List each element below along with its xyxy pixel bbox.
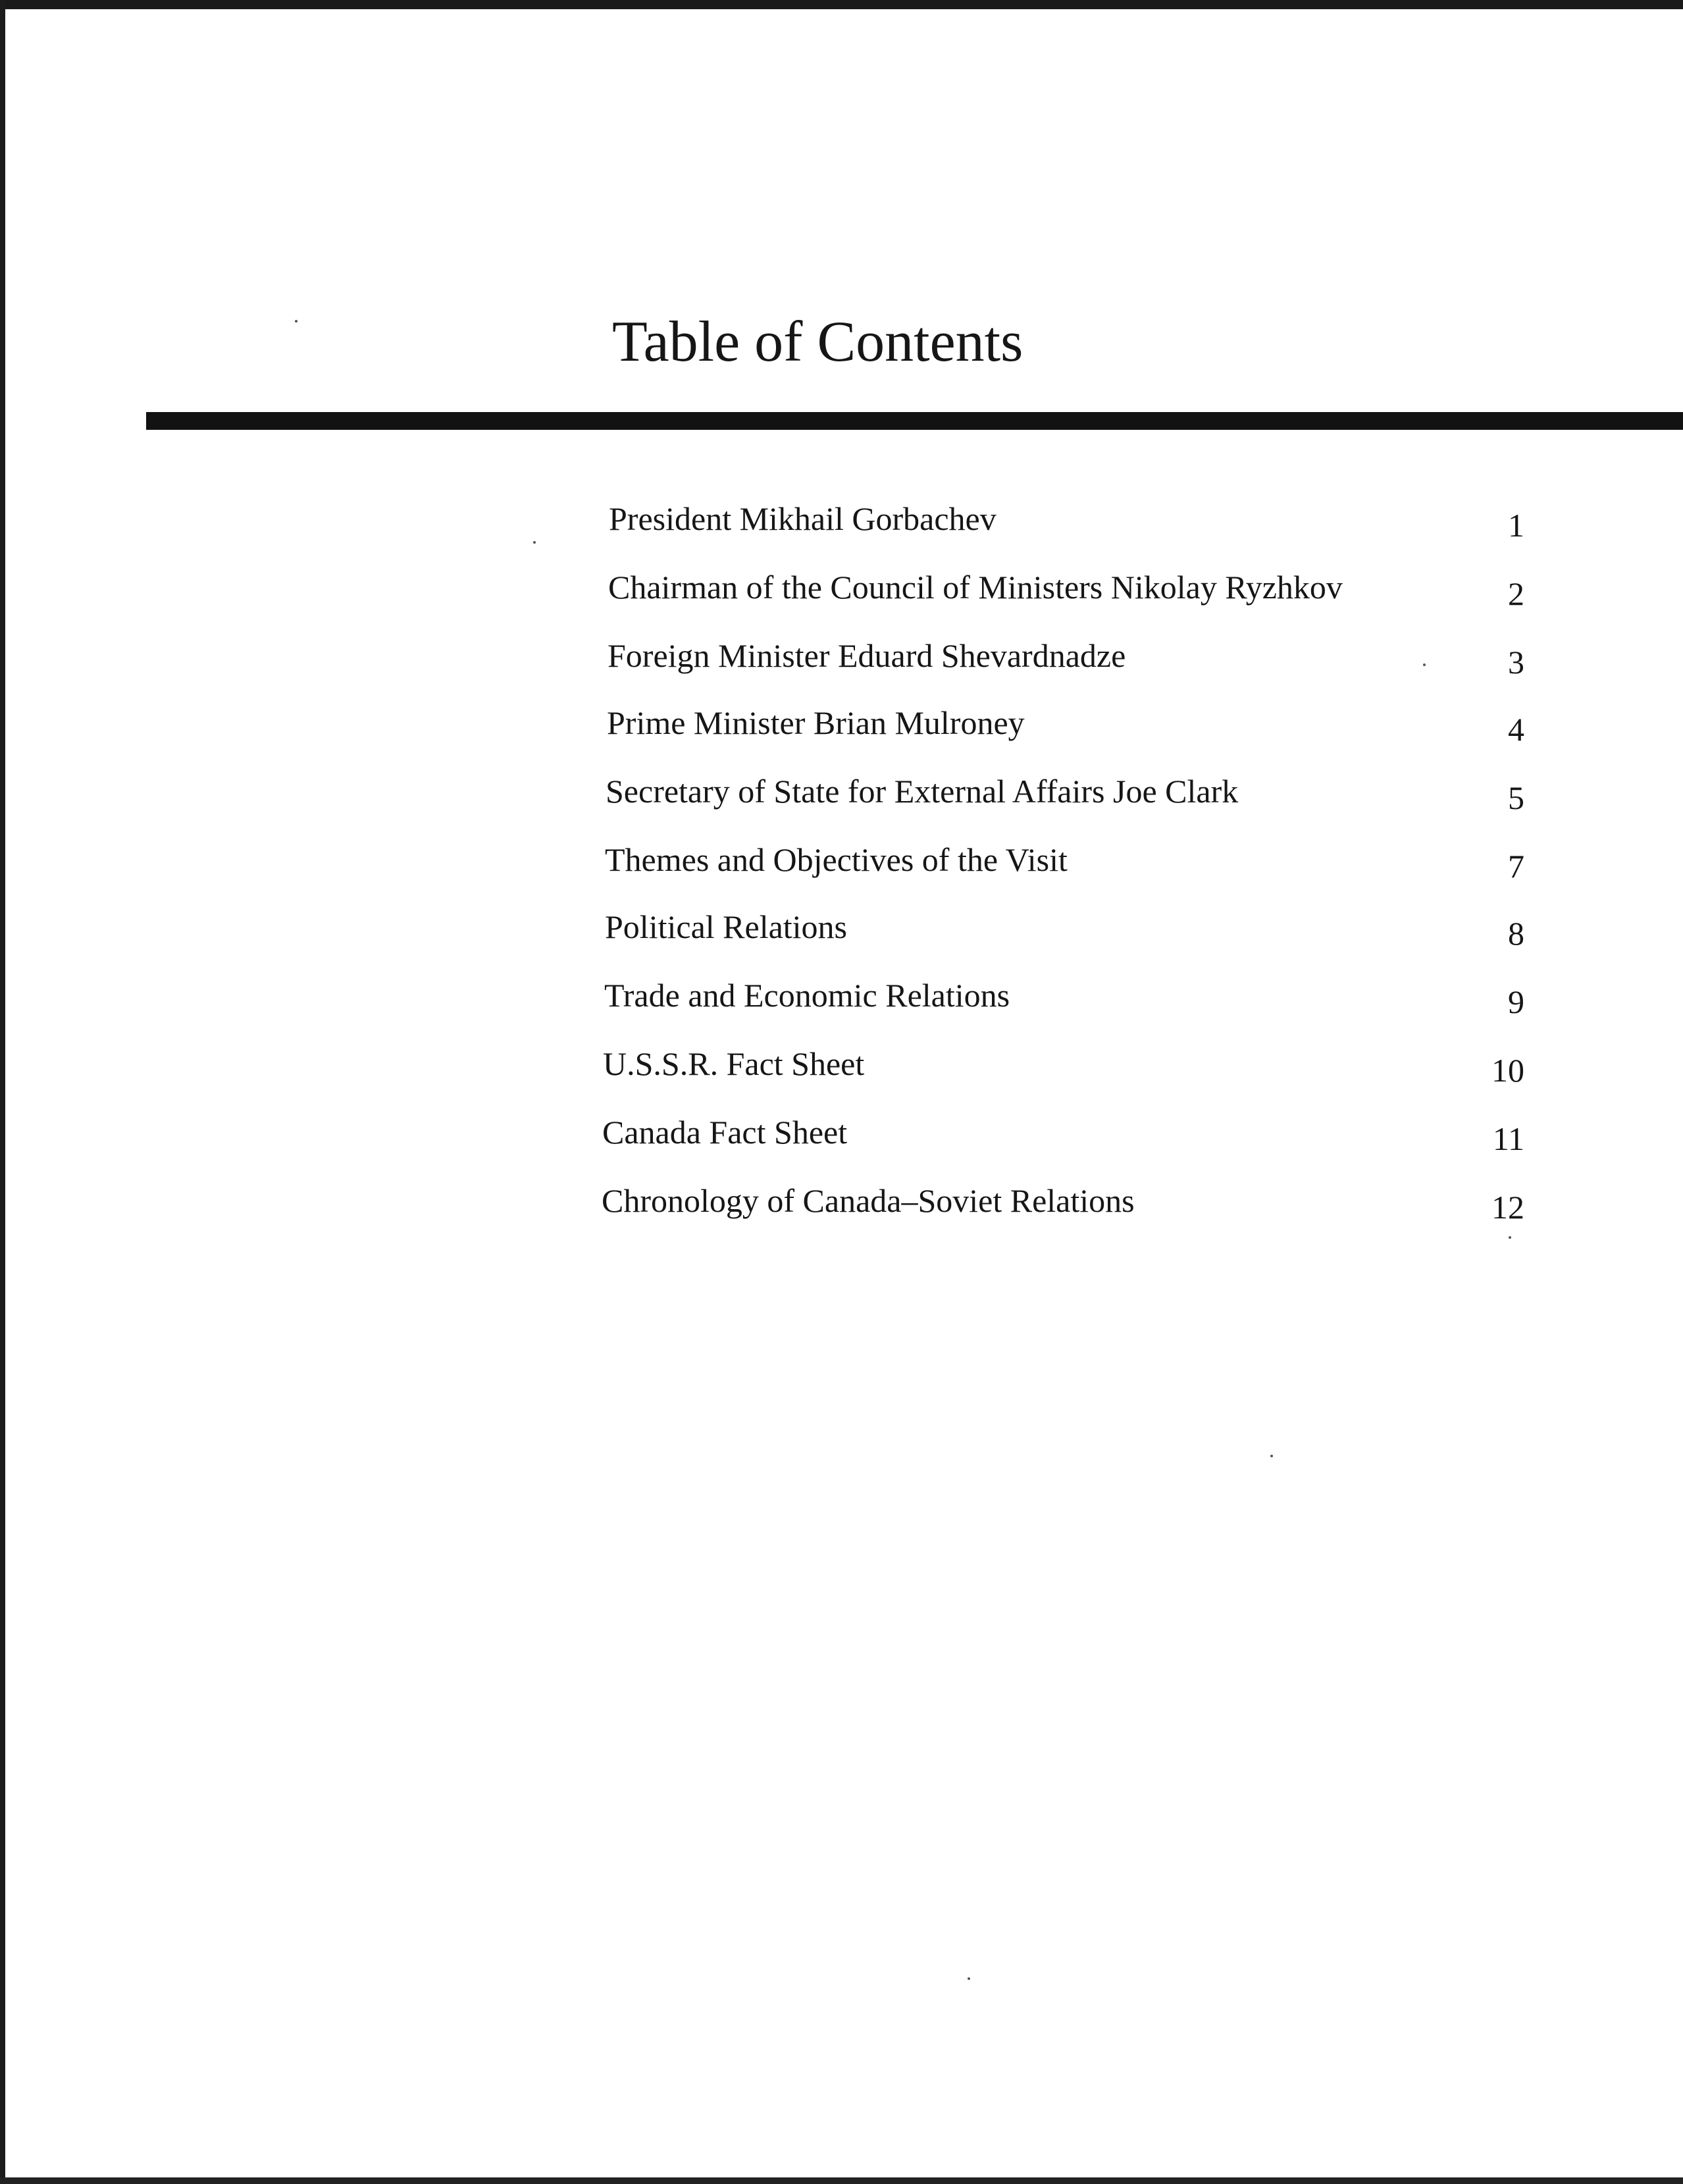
toc-entry-title: Trade and Economic Relations (604, 977, 1010, 1014)
toc-entry-page-number: 12 (1491, 1189, 1524, 1226)
toc-entry-title: Chronology of Canada–Soviet Relations (602, 1182, 1135, 1219)
toc-entry (0, 969, 1683, 1022)
toc-entry-title: Chairman of the Council of Ministers Nikolay Ryzhkov (608, 569, 1343, 606)
scan-speck (1423, 663, 1426, 666)
toc-entry-title: Foreign Minister Eduard Shevardnadze (608, 637, 1126, 674)
toc-entry (0, 833, 1683, 886)
toc-entry (0, 1106, 1683, 1158)
toc-entry (0, 561, 1683, 613)
toc-entry-page-number: 8 (1508, 915, 1524, 952)
toc-entry (0, 629, 1683, 682)
toc-entry-title: Themes and Objectives of the Visit (605, 841, 1068, 878)
scan-speck (533, 541, 536, 544)
toc-entry (0, 492, 1683, 545)
toc-entry-page-number: 2 (1508, 575, 1524, 612)
toc-entry-page-number: 3 (1508, 644, 1524, 681)
scan-speck (1270, 1455, 1273, 1457)
toc-entry-title: Canada Fact Sheet (602, 1114, 848, 1151)
toc-entry-title: Political Relations (605, 908, 848, 945)
toc-entry-page-number: 10 (1491, 1052, 1524, 1089)
scan-speck (295, 320, 298, 323)
toc-entry-title: President Mikhail Gorbachev (609, 500, 997, 537)
toc-entry (0, 696, 1683, 749)
toc-entry (0, 765, 1683, 818)
toc-entry-title: Prime Minister Brian Mulroney (607, 704, 1025, 741)
toc-entry (0, 900, 1683, 953)
toc-entry-page-number: 5 (1508, 779, 1524, 816)
toc-entry (0, 1037, 1683, 1090)
scan-speck (968, 1977, 970, 1980)
scan-speck (1509, 1236, 1511, 1239)
toc-entry-title: U.S.S.R. Fact Sheet (603, 1045, 865, 1082)
toc-entry-title: Secretary of State for External Affairs Joe Clark (606, 773, 1239, 810)
toc-entry-page-number: 11 (1492, 1120, 1524, 1157)
toc-entry-page-number: 7 (1508, 848, 1524, 885)
toc-entry-page-number: 9 (1508, 983, 1524, 1020)
toc-entry-page-number: 4 (1508, 711, 1524, 748)
toc-entry (0, 1174, 1683, 1227)
toc-entry-page-number: 1 (1508, 507, 1524, 544)
page-title: Table of Contents (612, 310, 1023, 374)
